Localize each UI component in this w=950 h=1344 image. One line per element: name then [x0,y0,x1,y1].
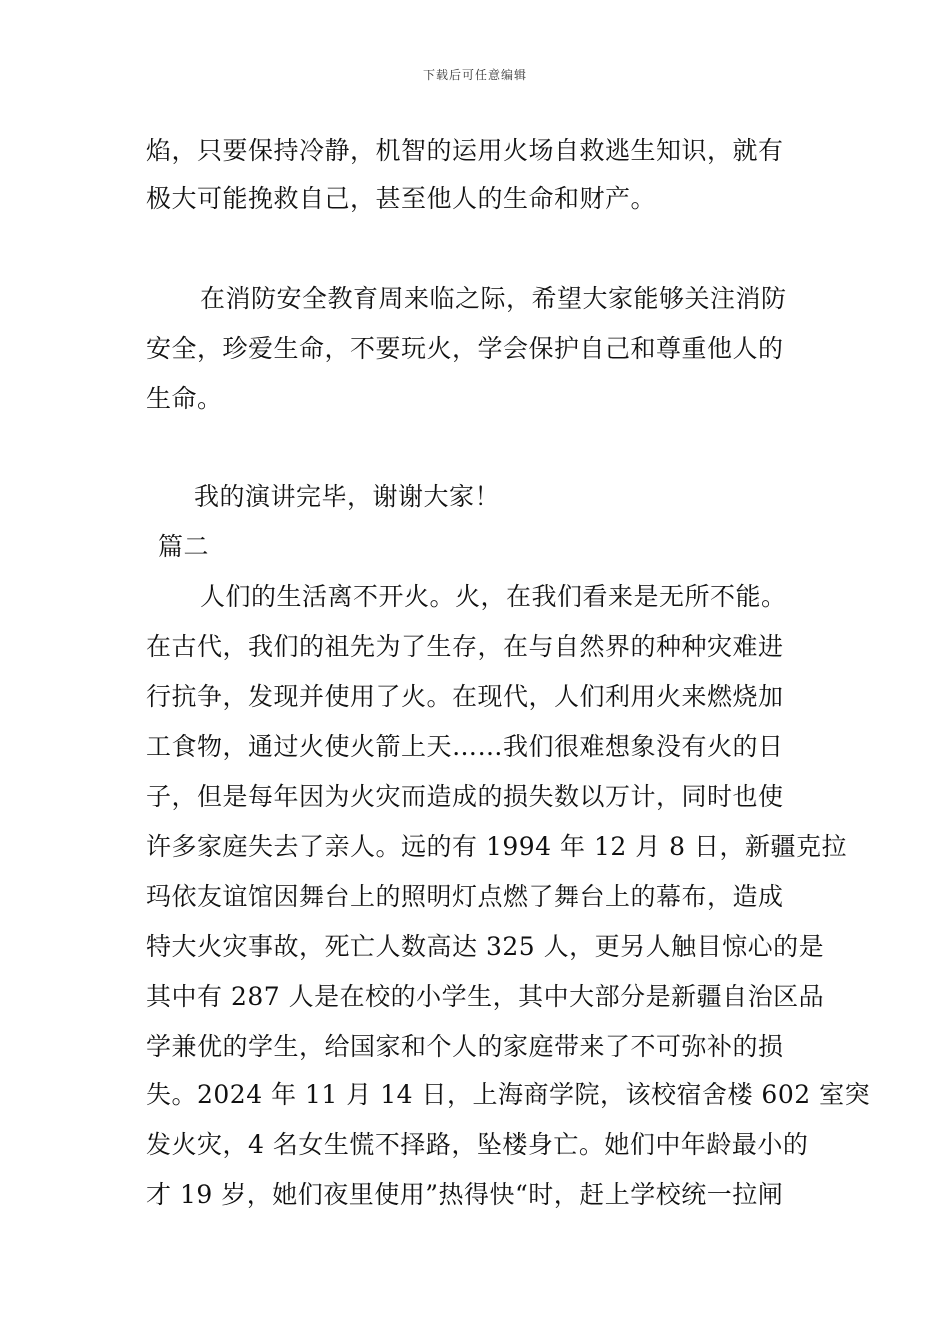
paragraph-line: 其中有 287 人是在校的小学生，其中大部分是新疆自治区品 [146,982,825,1011]
paragraph-line: 在消防安全教育周来临之际，希望大家能够关注消防 [200,284,787,313]
section-heading: 篇二 [158,532,210,561]
paragraph-line: 极大可能挽救自己，甚至他人的生命和财产。 [146,184,657,213]
paragraph-line: 子，但是每年因为火灾而造成的损失数以万计，同时也使 [146,782,784,811]
paragraph-line: 行抗争，发现并使用了火。在现代，人们利用火来燃烧加 [146,682,784,711]
paragraph-line: 人们的生活离不开火。火，在我们看来是无所不能。 [200,582,787,611]
paragraph-line: 安全，珍爱生命，不要玩火，学会保护自己和尊重他人的 [146,334,784,363]
paragraph-line: 学兼优的学生，给国家和个人的家庭带来了不可弥补的损 [146,1032,784,1061]
paragraph-line: 焰，只要保持冷静，机智的运用火场自救逃生知识，就有 [146,136,784,165]
paragraph-line: 在古代，我们的祖先为了生存，在与自然界的种种灾难进 [146,632,784,661]
page-header: 下载后可任意编辑 [422,68,527,82]
paragraph-line: 失。2024 年 11 月 14 日，上海商学院，该校宿舍楼 602 室突 [146,1080,871,1109]
paragraph-line: 才 19 岁，她们夜里使用”热得快“时，赶上学校统一拉闸 [146,1180,784,1209]
closing-line: 我的演讲完毕，谢谢大家！ [194,482,501,511]
paragraph-line: 生命。 [146,384,223,413]
paragraph-line: 工食物，通过火使火箭上天……我们很难想象没有火的日 [146,732,784,761]
paragraph-line: 许多家庭失去了亲人。远的有 1994 年 12 月 8 日，新疆克拉 [146,832,848,861]
paragraph-line: 发火灾，4 名女生慌不择路，坠楼身亡。她们中年龄最小的 [146,1130,809,1159]
paragraph-line: 玛依友谊馆因舞台上的照明灯点燃了舞台上的幕布，造成 [146,882,784,911]
paragraph-line: 特大火灾事故，死亡人数高达 325 人，更另人触目惊心的是 [146,932,825,961]
